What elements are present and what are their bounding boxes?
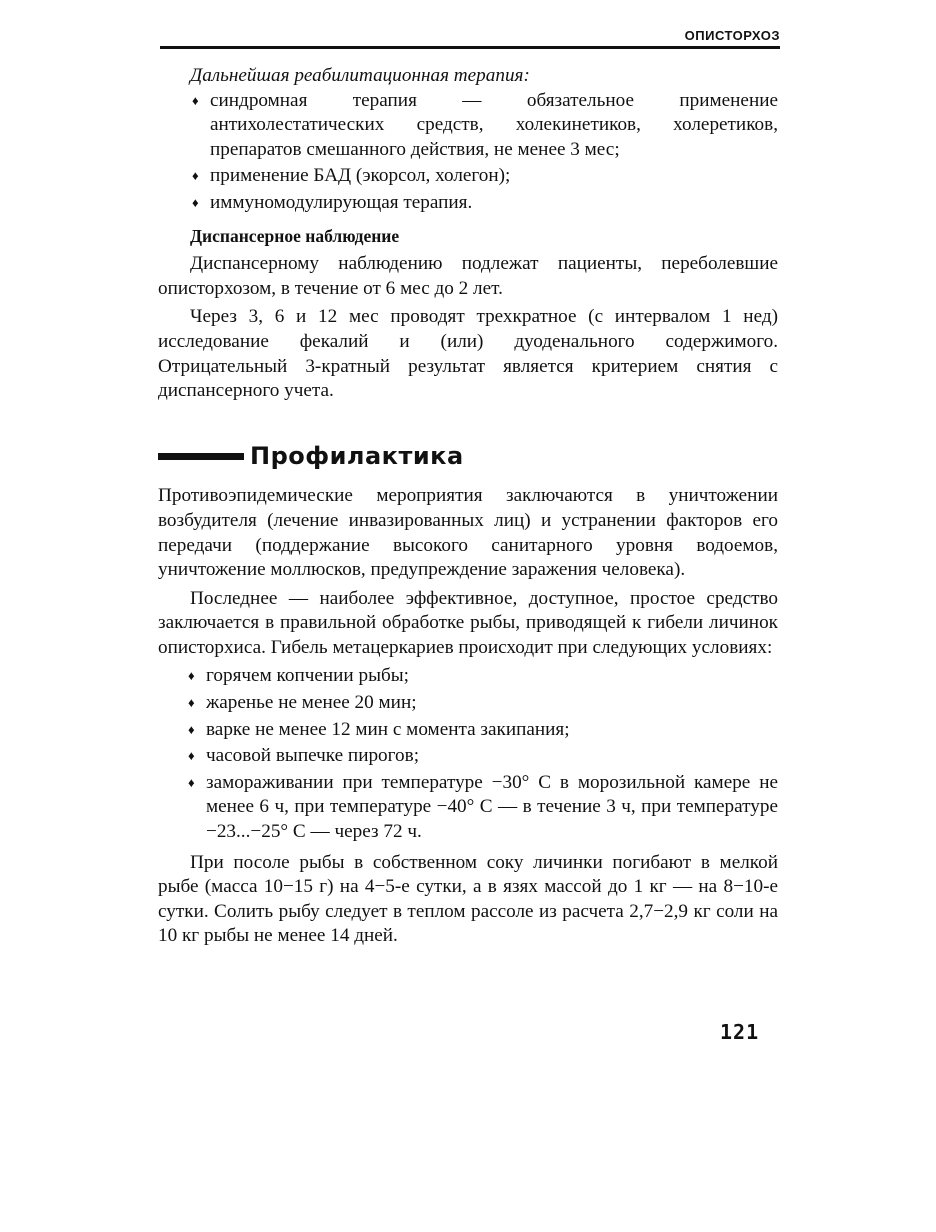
dispensary-paragraph: Через 3, 6 и 12 мес проводят трехкратное (с интервалом 1 нед) исследование фекалий и (или) дуоденального содержимого. Отрицательный 3-кратный результат является критерием снятия с диспансерного учета. xyxy=(158,306,778,402)
list-item-text: применение БАД (экорсол, холегон); xyxy=(210,165,511,187)
list-item xyxy=(158,191,778,216)
prevention-paragraph: Противоэпидемические мероприятия заключаются в уничтожении возбудителя (лечение инвазированных лиц) и устранении факторов его передачи (поддержание высокого санитарного уровня водоемов, уничтожение моллюсков, предупреждение заражения человека). xyxy=(158,485,778,581)
list-item xyxy=(158,744,778,769)
rehab-list xyxy=(158,89,778,216)
prevention-paragraph: Последнее — наиболее эффективное, доступное, простое средство заключается в правильной обработке рыбы, приводящей к гибели личинок описторхиса. Гибель метацеркариев происходит при следующих условиях: xyxy=(158,587,778,658)
page-number: 121 xyxy=(720,1020,760,1044)
list-item-text: горячем копчении рыбы; xyxy=(206,665,409,687)
diamond-bullet-icon: ♦ xyxy=(188,721,195,737)
diamond-bullet-icon: ♦ xyxy=(192,92,199,108)
list-item-text: синдромная терапия — обязательное применение антихолестатических средств, холекинетиков, холеретиков, препаратов смешанного действия, не менее 3 мес; xyxy=(210,89,778,160)
running-head-title: ОПИСТОРХОЗ xyxy=(684,28,780,43)
list-item xyxy=(158,691,778,716)
page-body xyxy=(158,64,778,949)
dispensary-heading: Диспансерное наблюдение xyxy=(190,225,400,246)
diamond-bullet-icon: ♦ xyxy=(192,194,199,210)
diamond-bullet-icon: ♦ xyxy=(188,668,195,684)
header-rule xyxy=(160,46,780,49)
list-item-text: варке не менее 12 мин с момента закипания; xyxy=(206,718,570,740)
rehab-lead: Дальнейшая реабилитационная терапия: xyxy=(190,65,530,86)
list-item-text: замораживании при температуре −30° С в морозильной камере не менее 6 ч, при температуре −40° С — в течение 3 ч, при температуре −23...−25° С — через 72 ч. xyxy=(206,771,778,843)
list-item-text: часовой выпечке пирогов; xyxy=(206,745,420,767)
list-item xyxy=(158,718,778,743)
diamond-bullet-icon: ♦ xyxy=(188,695,195,711)
diamond-bullet-icon: ♦ xyxy=(188,774,195,790)
dispensary-paragraph: Диспансерному наблюдению подлежат пациенты, переболевшие описторхозом, в течение от 6 мес до 2 лет. xyxy=(158,253,778,299)
list-item xyxy=(158,664,778,689)
list-item xyxy=(158,89,778,163)
list-item xyxy=(158,164,778,189)
conditions-list xyxy=(158,664,778,844)
list-item xyxy=(158,771,778,845)
diamond-bullet-icon: ♦ xyxy=(192,168,199,184)
closing-paragraph: При посоле рыбы в собственном соку личинки погибают в мелкой рыбе (масса 10−15 г) на 4−5-е сутки, а в язях массой до 1 кг — на 8−10-е сутки. Солить рыбу следует в теплом рассоле из расчета 2,7−2,9 кг соли на 10 кг рыбы не менее 14 дней. xyxy=(158,851,778,947)
section-title: Профилактика xyxy=(250,441,464,470)
section-heading xyxy=(158,441,778,470)
diamond-bullet-icon: ♦ xyxy=(188,748,195,764)
section-bar xyxy=(158,453,244,460)
list-item-text: иммуномодулирующая терапия. xyxy=(210,191,473,213)
list-item-text: жаренье не менее 20 мин; xyxy=(206,692,417,714)
